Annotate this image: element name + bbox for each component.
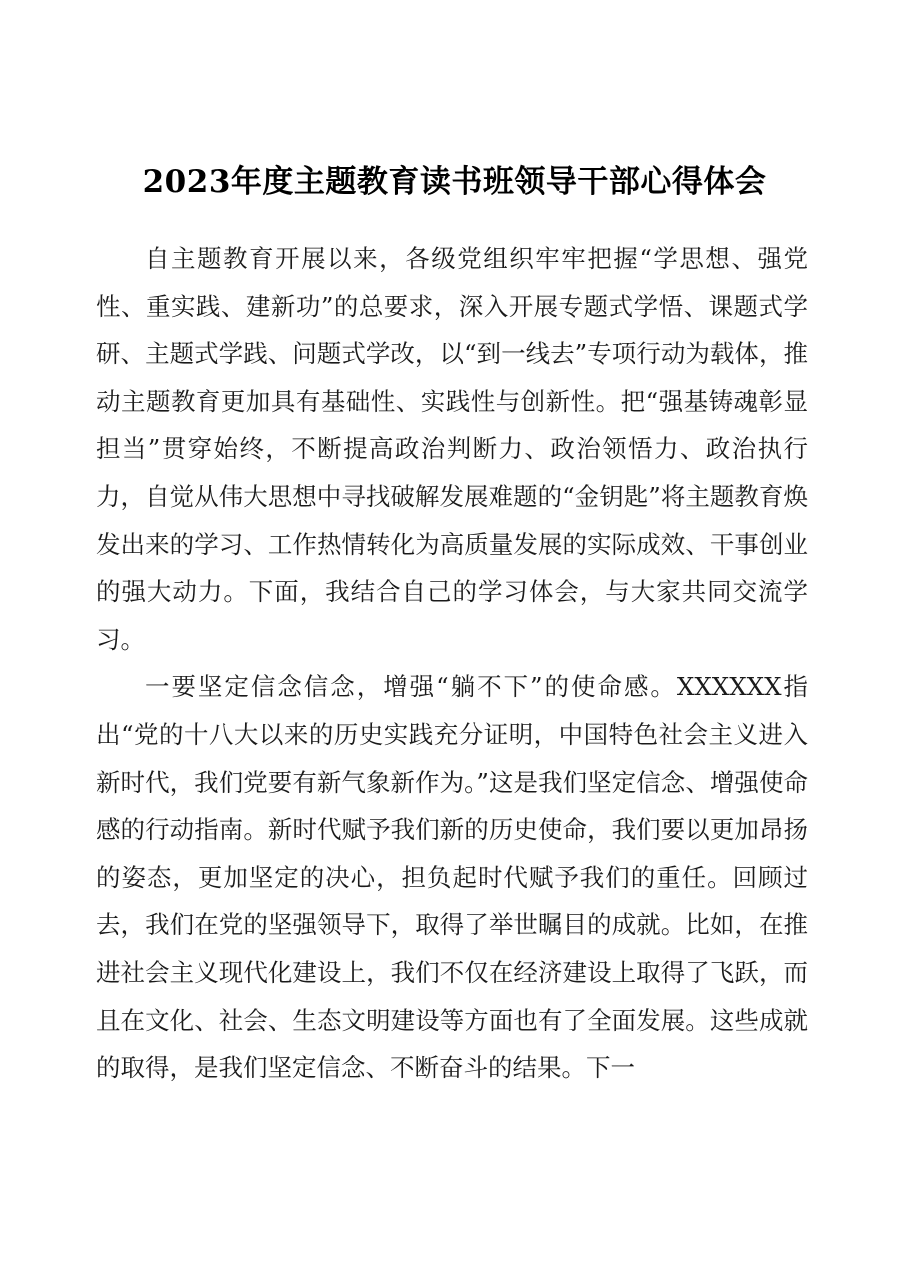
paragraph-point-one: 一要坚定信念信念，增强“躺不下”的使命感。XXXXXX指出“党的十八大以来的历史实践充分证明，中国特色社会主义进入新时代，我们党要有新气象新作为。”这是我们坚定信念、增强使命感的行动指南。新时代赋予我们新的历史使命，我们要以更加昂扬的姿态，更加坚定的决心，担负起时代赋予我们的重任。回顾过去，我们在党的坚强领导下，取得了举世瞩目的成就。比如，在推进社会主义现代化建设上，我们不仅在经济建设上取得了飞跃，而且在文化、社会、生态文明建设等方面也有了全面发展。这些成就的取得，是我们坚定信念、不断奋斗的结果。下一 (96, 672, 808, 1083)
document-body (96, 235, 808, 1092)
document-title: 2023年度主题教育读书班领导干部心得体会 (142, 164, 767, 200)
paragraph-intro: 自主题教育开展以来，各级党组织牢牢把握“学思想、强党性、重实践、建新功”的总要求，深入开展专题式学悟、课题式学研、主题式学践、问题式学改，以“到一线去”专项行动为载体，推动主题教育更加具有基础性、实践性与创新性。把“强基铸魂彰显担当”贯穿始终，不断提高政治判断力、政治领悟力、政治执行力，自觉从伟大思想中寻找破解发展难题的“金钥匙”将主题教育焕发出来的学习、工作热情转化为高质量发展的实际成效、干事创业的强大动力。下面，我结合自己的学习体会，与大家共同交流学习。 (96, 244, 808, 654)
